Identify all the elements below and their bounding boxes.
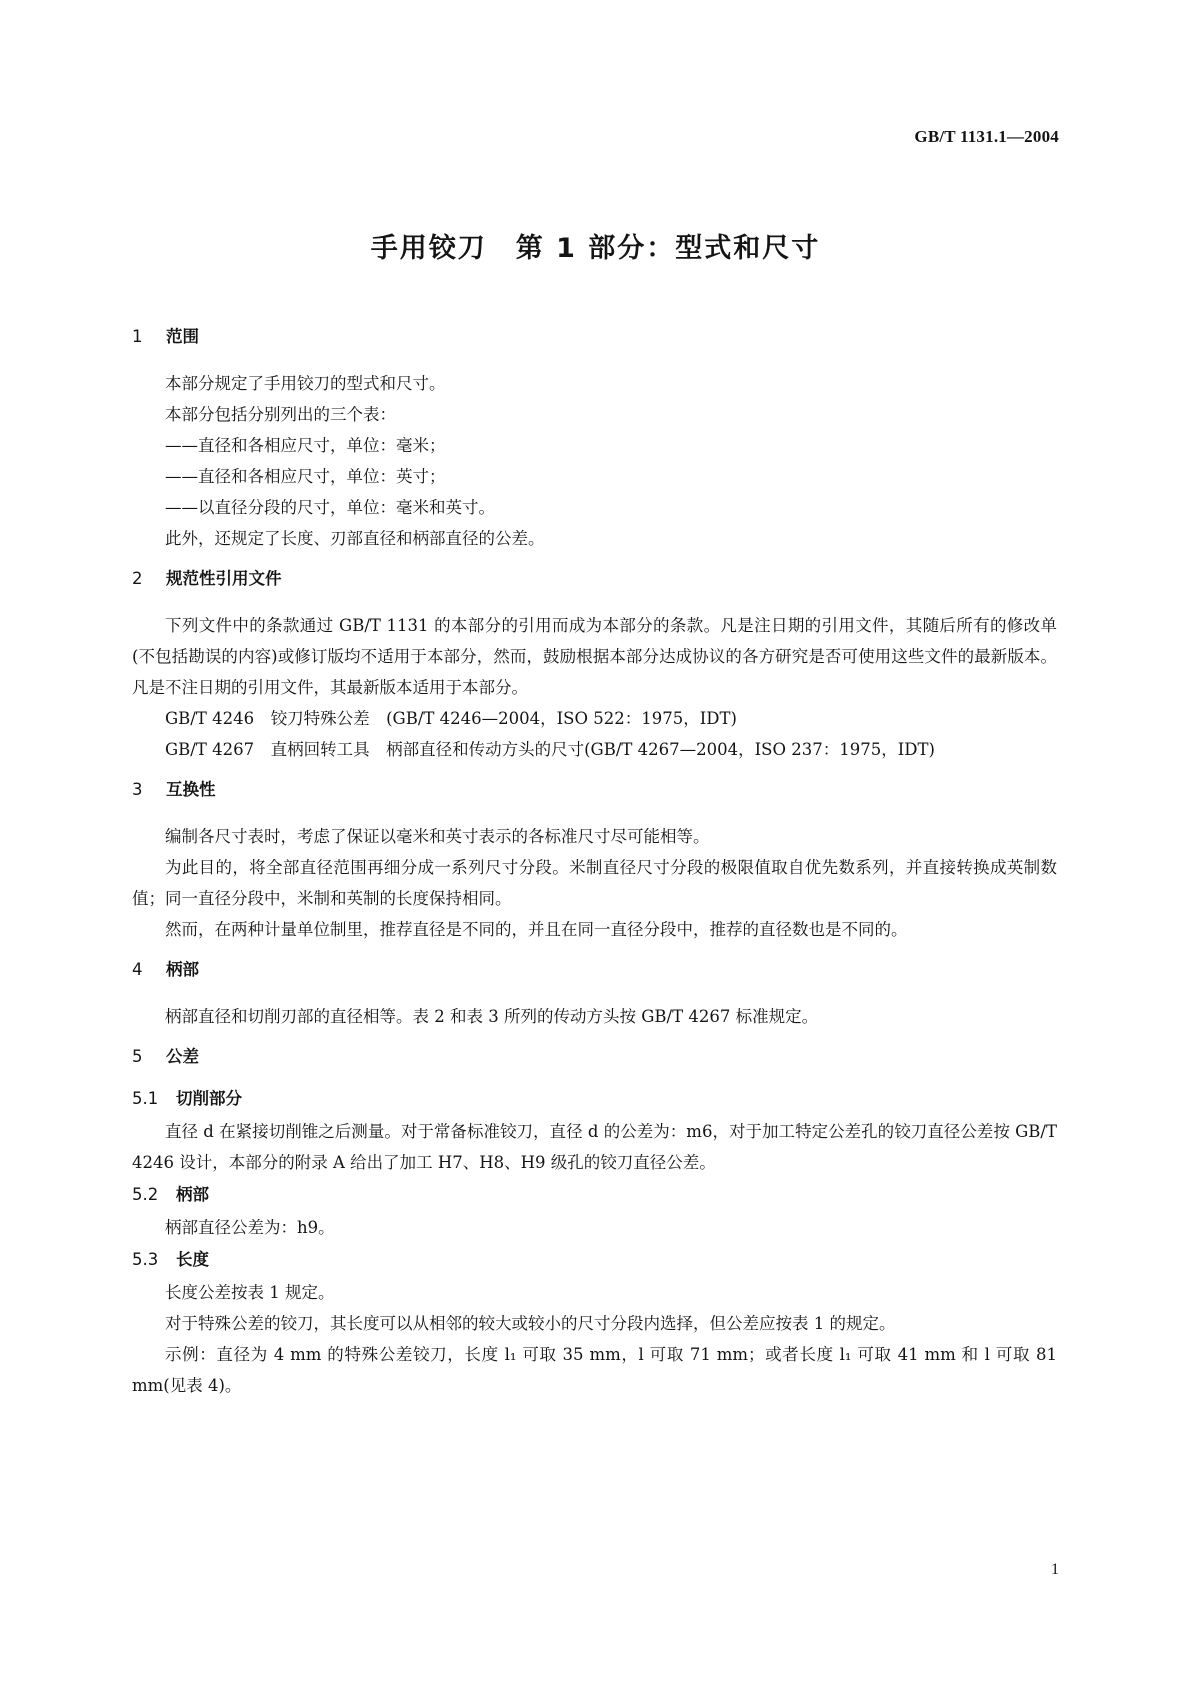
subsection-title: 切削部分 bbox=[176, 1089, 242, 1108]
subsection-number: 5.2 bbox=[132, 1185, 159, 1204]
section-2-heading bbox=[132, 568, 1057, 590]
reference-item: GB/T 4246 铰刀特殊公差 (GB/T 4246—2004，ISO 522：1975，IDT) bbox=[165, 709, 737, 728]
subsection-5-2-heading bbox=[132, 1184, 1057, 1206]
list-item: ——以直径分段的尺寸，单位：毫米和英寸。 bbox=[165, 498, 495, 517]
section-title: 互换性 bbox=[166, 780, 216, 799]
paragraph: 柄部直径公差为：h9。 bbox=[165, 1218, 335, 1237]
section-number: 4 bbox=[132, 960, 143, 979]
paragraph: 编制各尺寸表时，考虑了保证以毫米和英寸表示的各标准尺寸尽可能相等。 bbox=[165, 827, 710, 846]
list-item: ——直径和各相应尺寸，单位：毫米； bbox=[165, 436, 446, 455]
reference-item: GB/T 4267 直柄回转工具 柄部直径和传动方头的尺寸(GB/T 4267—2004，ISO 237：1975，IDT) bbox=[165, 740, 935, 759]
section-number: 5 bbox=[132, 1047, 143, 1066]
subsection-5-1-heading bbox=[132, 1088, 1057, 1110]
section-number: 2 bbox=[132, 569, 143, 588]
page-number: 1 bbox=[1051, 1561, 1059, 1578]
paragraph: 此外，还规定了长度、刃部直径和柄部直径的公差。 bbox=[165, 529, 545, 548]
subsection-title: 长度 bbox=[176, 1250, 209, 1269]
section-3-heading bbox=[132, 779, 1057, 801]
document-body bbox=[132, 326, 1057, 1401]
section-title: 公差 bbox=[166, 1047, 199, 1066]
subsection-title: 柄部 bbox=[176, 1185, 209, 1204]
section-title: 规范性引用文件 bbox=[166, 569, 282, 588]
paragraph: 为此目的，将全部直径范围再细分成一系列尺寸分段。米制直径尺寸分段的极限值取自优先数系列，并直接转换成英制数值；同一直径分段中，米制和英制的长度保持相同。 bbox=[132, 858, 1057, 908]
section-1-heading bbox=[132, 326, 1057, 348]
subsection-5-3-heading bbox=[132, 1249, 1057, 1271]
section-title: 范围 bbox=[166, 327, 199, 346]
paragraph: 直径 d 在紧接切削锥之后测量。对于常备标准铰刀，直径 d 的公差为：m6，对于加工特定公差孔的铰刀直径公差按 GB/T 4246 设计，本部分的附录 A 给出了加工 H7、H8、H9 级孔的铰刀直径公差。 bbox=[132, 1122, 1057, 1172]
section-number: 1 bbox=[132, 327, 143, 346]
section-title: 柄部 bbox=[166, 960, 199, 979]
section-number: 3 bbox=[132, 780, 143, 799]
example-paragraph: 示例：直径为 4 mm 的特殊公差铰刀，长度 l₁ 可取 35 mm，l 可取 71 mm；或者长度 l₁ 可取 41 mm 和 l 可取 81 mm(见表 4)。 bbox=[132, 1345, 1057, 1395]
document-title: 手用铰刀 第 1 部分：型式和尺寸 bbox=[370, 233, 821, 264]
paragraph: 本部分规定了手用铰刀的型式和尺寸。 bbox=[165, 374, 446, 393]
paragraph: 下列文件中的条款通过 GB/T 1131 的本部分的引用而成为本部分的条款。凡是注日期的引用文件，其随后所有的修改单(不包括勘误的内容)或修订版均不适用于本部分，然而，鼓励根据本部分达成协议的各方研究是否可使用这些文件的最新版本。凡是不注日期的引用文件，其最新版本适用于本部分。 bbox=[132, 616, 1057, 697]
paragraph: 对于特殊公差的铰刀，其长度可以从相邻的较大或较小的尺寸分段内选择，但公差应按表 1 的规定。 bbox=[165, 1314, 896, 1333]
section-4-heading bbox=[132, 959, 1057, 981]
paragraph: 柄部直径和切削刃部的直径相等。表 2 和表 3 所列的传动方头按 GB/T 4267 标准规定。 bbox=[165, 1007, 819, 1026]
subsection-number: 5.3 bbox=[132, 1250, 159, 1269]
standard-code: GB/T 1131.1—2004 bbox=[914, 127, 1059, 146]
paragraph: 长度公差按表 1 规定。 bbox=[165, 1283, 335, 1302]
section-5-heading bbox=[132, 1046, 1057, 1068]
subsection-number: 5.1 bbox=[132, 1089, 159, 1108]
paragraph: 本部分包括分别列出的三个表： bbox=[165, 405, 396, 424]
paragraph: 然而，在两种计量单位制里，推荐直径是不同的，并且在同一直径分段中，推荐的直径数也是不同的。 bbox=[165, 920, 908, 939]
list-item: ——直径和各相应尺寸，单位：英寸； bbox=[165, 467, 446, 486]
